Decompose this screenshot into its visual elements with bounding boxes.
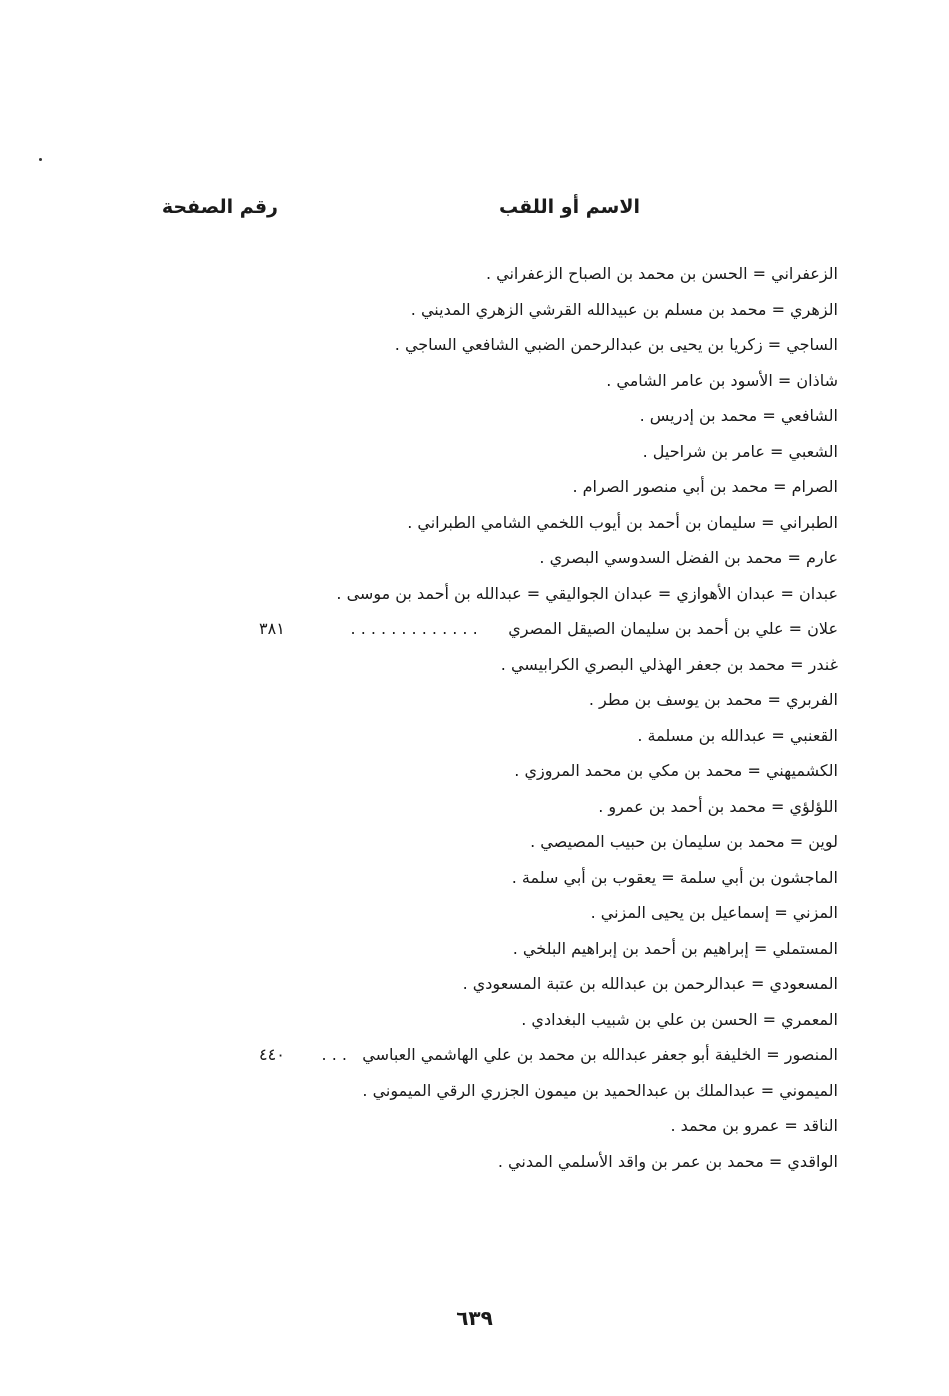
index-entry	[0, 329, 949, 365]
entry-text: الشافعي = محمد بن إدريس .	[639, 406, 838, 425]
entry-text: الميموني = عبدالملك بن عبدالحميد بن ميمون الجزري الرقي الميموني .	[362, 1080, 838, 1100]
index-entry	[0, 649, 949, 685]
entry-text: عارم = محمد بن الفضل السدوسي البصري .	[539, 548, 838, 567]
index-entry	[0, 471, 949, 507]
entry-text: غندر = محمد بن جعفر الهذلي البصري الكرابيسي .	[500, 654, 838, 674]
index-entry	[0, 1075, 949, 1111]
entry-text	[322, 1043, 838, 1067]
entry-text: الشعبي = عامر بن شراحيل .	[642, 441, 838, 461]
entry-text: الكشميهني = محمد بن مكي بن محمد المروزي .	[514, 761, 838, 780]
page-number: ٦٣٩	[456, 1306, 493, 1330]
index-entry	[0, 1004, 949, 1040]
stray-mark	[39, 158, 42, 161]
entry-text: الصرام = محمد بن أبي منصور الصرام .	[572, 477, 838, 496]
index-entry	[0, 755, 949, 791]
index-entry	[0, 578, 949, 614]
index-entry	[0, 684, 949, 720]
entry-text: الواقدي = محمد بن عمر بن واقد الأسلمي المدني .	[497, 1151, 838, 1171]
page-column-heading: رقم الصفحة	[161, 196, 278, 218]
entry-text: الزعفراني = الحسن بن محمد بن الصباح الزعفراني .	[485, 264, 838, 283]
name-column-heading: الاسم أو اللقب	[499, 196, 640, 218]
index-entry	[0, 258, 949, 294]
index-entry	[0, 862, 949, 898]
entry-label: علان = علي بن أحمد بن سليمان الصيقل المصري	[508, 619, 838, 638]
index-entry	[0, 365, 949, 401]
index-entry	[0, 294, 949, 330]
index-entry	[0, 400, 949, 436]
index-entry	[0, 933, 949, 969]
entry-text: الطبراني = سليمان بن أحمد بن أيوب اللخمي الشامي الطبراني .	[407, 512, 838, 532]
index-entry	[0, 968, 949, 1004]
entry-text: شاذان = الأسود بن عامر الشامي .	[606, 370, 838, 390]
entry-text: المستملي = إبراهيم بن أحمد بن إبراهيم البلخي .	[512, 938, 838, 958]
entry-text: الفربري = محمد بن يوسف بن مطر .	[588, 690, 838, 709]
index-entry	[0, 1146, 949, 1182]
entry-text: عبدان = عبدان الأهوازي = عبدان الجواليقي = عبدالله بن أحمد بن موسى .	[336, 583, 838, 603]
index-entry	[0, 897, 949, 933]
column-header	[0, 196, 949, 226]
index-entry	[0, 542, 949, 578]
entry-text: الساجي = زكريا بن يحيى بن عبدالرحمن الضبي الشافعي الساجي .	[394, 335, 838, 354]
entry-text: الناقد = عمرو بن محمد .	[670, 1116, 838, 1135]
index-entry	[0, 720, 949, 756]
entry-label: المنصور = الخليفة أبو جعفر عبدالله بن محمد بن علي الهاشمي العباسي	[362, 1045, 838, 1064]
entry-page-number: ٤٤٠	[259, 1045, 285, 1064]
index-entry-list	[0, 258, 949, 1181]
index-entry	[0, 613, 949, 649]
entry-text: الماجشون بن أبي سلمة = يعقوب بن أبي سلمة .	[511, 867, 838, 887]
entry-text: القعنبي = عبدالله بن مسلمة .	[637, 725, 838, 745]
entry-text: المعمري = الحسن بن علي بن شبيب البغدادي .	[521, 1009, 838, 1029]
entry-text: المسعودي = عبدالرحمن بن عبدالله بن عتبة المسعودي .	[462, 974, 838, 993]
dot-leader: . . .	[321, 1045, 347, 1064]
dot-leader: . . . . . . . . . . . . .	[350, 619, 478, 638]
index-entry	[0, 1039, 949, 1075]
entry-text: اللؤلؤي = محمد بن أحمد بن عمرو .	[598, 796, 838, 816]
index-entry	[0, 1110, 949, 1146]
index-entry	[0, 791, 949, 827]
index-entry	[0, 826, 949, 862]
index-entry	[0, 436, 949, 472]
entry-text: لوين = محمد بن سليمان بن حبيب المصيصي .	[530, 832, 838, 851]
entry-page-number: ٣٨١	[259, 619, 285, 638]
entry-text: الزهري = محمد بن مسلم بن عبيدالله القرشي الزهري المديني .	[410, 299, 838, 319]
entry-text: المزني = إسماعيل بن يحيى المزني .	[590, 903, 838, 922]
entry-text	[351, 617, 838, 641]
index-entry	[0, 507, 949, 543]
